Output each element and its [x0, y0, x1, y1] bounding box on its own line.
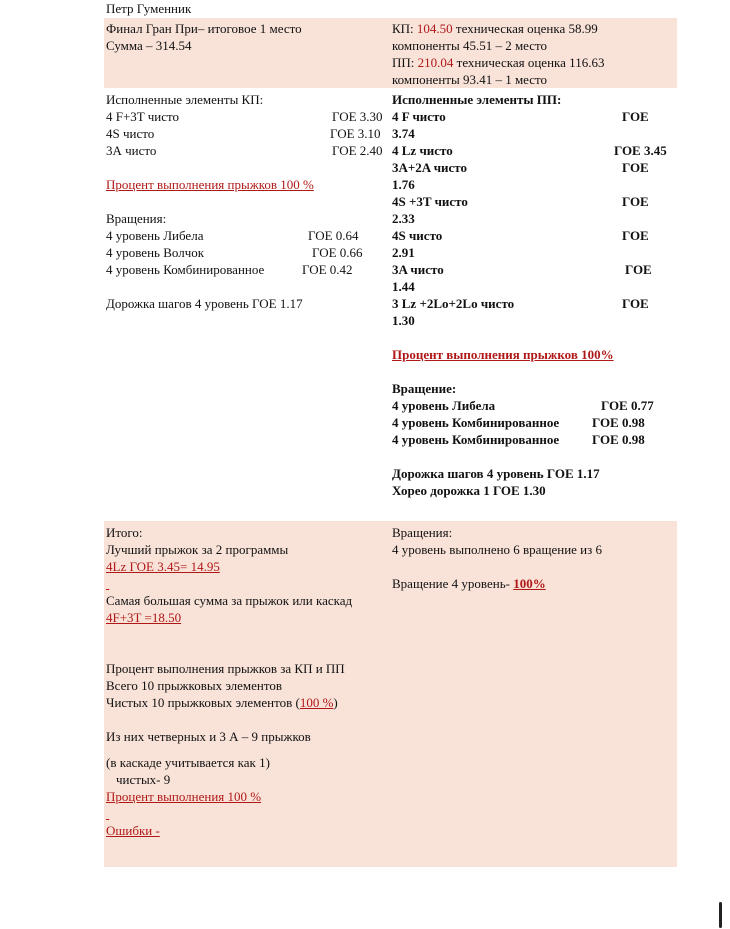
fs-jump: 4 F чисто ГОЕ: [392, 109, 649, 124]
fs-spins-heading: Вращение:: [392, 381, 457, 396]
fs-score: 210.04: [417, 55, 454, 70]
clean-jumps: Чистых 10 прыжковых элементов (100 %): [106, 695, 338, 710]
empty-link[interactable]: [106, 576, 109, 591]
sp-components: компоненты 45.51 – 2 место: [392, 38, 548, 53]
fs-elements: [392, 91, 677, 499]
fs-spin: 4 уровень Либела ГОЕ 0.77: [392, 398, 654, 413]
fs-jump: 4S чисто ГОЕ: [392, 228, 649, 243]
sp-jump-percent-link[interactable]: Процент выполнения прыжков 100 %: [106, 177, 314, 192]
sp-heading: Исполненные элементы КП:: [106, 92, 264, 107]
errors-link[interactable]: Ошибки -: [106, 823, 160, 838]
empty-link[interactable]: [106, 806, 109, 821]
spins-total-text: 4 уровень выполнено 6 вращение из 6: [392, 542, 603, 557]
fs-jump: 4S +3T чисто ГОЕ: [392, 194, 649, 209]
clean-pct-link[interactable]: 100 %: [299, 695, 334, 710]
fs-score-line: ПП: 210.04 техническая оценка 116.63: [392, 55, 605, 70]
fs-jump-goe: 1.44: [392, 279, 415, 294]
page-title: Петр Гуменник: [106, 1, 192, 16]
fs-jump: 3A чисто ГОЕ: [392, 262, 652, 277]
total-jumps: Всего 10 прыжковых элементов: [106, 678, 283, 693]
summary-row: [104, 18, 677, 88]
totals-left: [106, 524, 389, 839]
sp-spins-heading: Вращения:: [106, 211, 167, 226]
fs-jump: 4 Lz чисто ГОЕ 3.45: [392, 143, 667, 158]
totals-heading: Итого:: [106, 525, 143, 540]
best-combo-link[interactable]: 4F+3T =18.50: [106, 610, 182, 625]
fs-spin: 4 уровень Комбинированное ГОЕ 0.98: [392, 415, 645, 430]
sp-jump: 3А чисто ГОЕ 2.40: [106, 143, 383, 158]
fs-jump-goe: 2.91: [392, 245, 415, 260]
totals-row: [104, 521, 677, 867]
clean-quads: чистых- 9: [116, 772, 171, 787]
fs-jump-goe: 2.33: [392, 211, 415, 226]
spins-pct-link[interactable]: 100%: [513, 576, 546, 591]
fs-heading: Исполненные элементы ПП:: [392, 92, 562, 107]
best-combo-label: Самая большая сумма за прыжок или каскад: [106, 593, 353, 608]
sp-steps: Дорожка шагов 4 уровень ГОЕ 1.17: [106, 296, 303, 311]
sp-spin: 4 уровень Волчок ГОЕ 0.66: [106, 245, 363, 260]
fs-jump-goe: 1.76: [392, 177, 415, 192]
combo-note: (в каскаде учитывается как 1): [106, 755, 270, 770]
best-jump-link[interactable]: 4Lz ГОЕ 3.45= 14.95: [106, 559, 220, 574]
sp-score-line: КП: 104.50 техническая оценка 58.99: [392, 21, 598, 36]
scrollbar-thumb[interactable]: [719, 902, 722, 928]
total-score: Сумма – 314.54: [106, 38, 192, 53]
fs-choreo: Хорео дорожка 1 ГОЕ 1.30: [392, 483, 546, 498]
pct-label: Процент выполнения прыжков за КП и ПП: [106, 661, 345, 676]
sp-jump: 4 F+3T чисто ГОЕ 3.30: [106, 109, 383, 124]
fs-jump-goe: 3.74: [392, 126, 415, 141]
best-jump-label: Лучший прыжок за 2 программы: [106, 542, 289, 557]
fs-components: компоненты 93.41 – 1 место: [392, 72, 548, 87]
spins-pct-line: Вращение 4 уровень- 100%: [392, 576, 546, 591]
fs-jump-percent-link[interactable]: Процент выполнения прыжков 100%: [392, 347, 614, 362]
fs-jump: 3 Lz +2Lo+2Lo чисто ГОЕ: [392, 296, 649, 311]
final-place: Финал Гран При– итоговое 1 место: [106, 21, 302, 36]
sp-spin: 4 уровень Комбинированное ГОЕ 0.42: [106, 262, 353, 277]
fs-spin: 4 уровень Комбинированное ГОЕ 0.98: [392, 432, 645, 447]
summary-right: [392, 20, 677, 88]
pct-total-link[interactable]: Процент выполнения 100 %: [106, 789, 262, 804]
sp-elements: [106, 91, 389, 312]
sp-score: 104.50: [416, 21, 453, 36]
spins-total-heading: Вращения:: [392, 525, 453, 540]
fs-jump: 3A+2A чисто ГОЕ: [392, 160, 649, 175]
fs-steps: Дорожка шагов 4 уровень ГОЕ 1.17: [392, 466, 600, 481]
totals-right: [392, 524, 677, 592]
summary-left: [106, 20, 389, 54]
fs-jump-goe: 1.30: [392, 313, 415, 328]
sp-jump: 4S чисто ГОЕ 3.10: [106, 126, 381, 141]
quads-count: Из них четверных и 3 А – 9 прыжков: [106, 729, 311, 744]
sp-spin: 4 уровень Либела ГОЕ 0.64: [106, 228, 359, 243]
